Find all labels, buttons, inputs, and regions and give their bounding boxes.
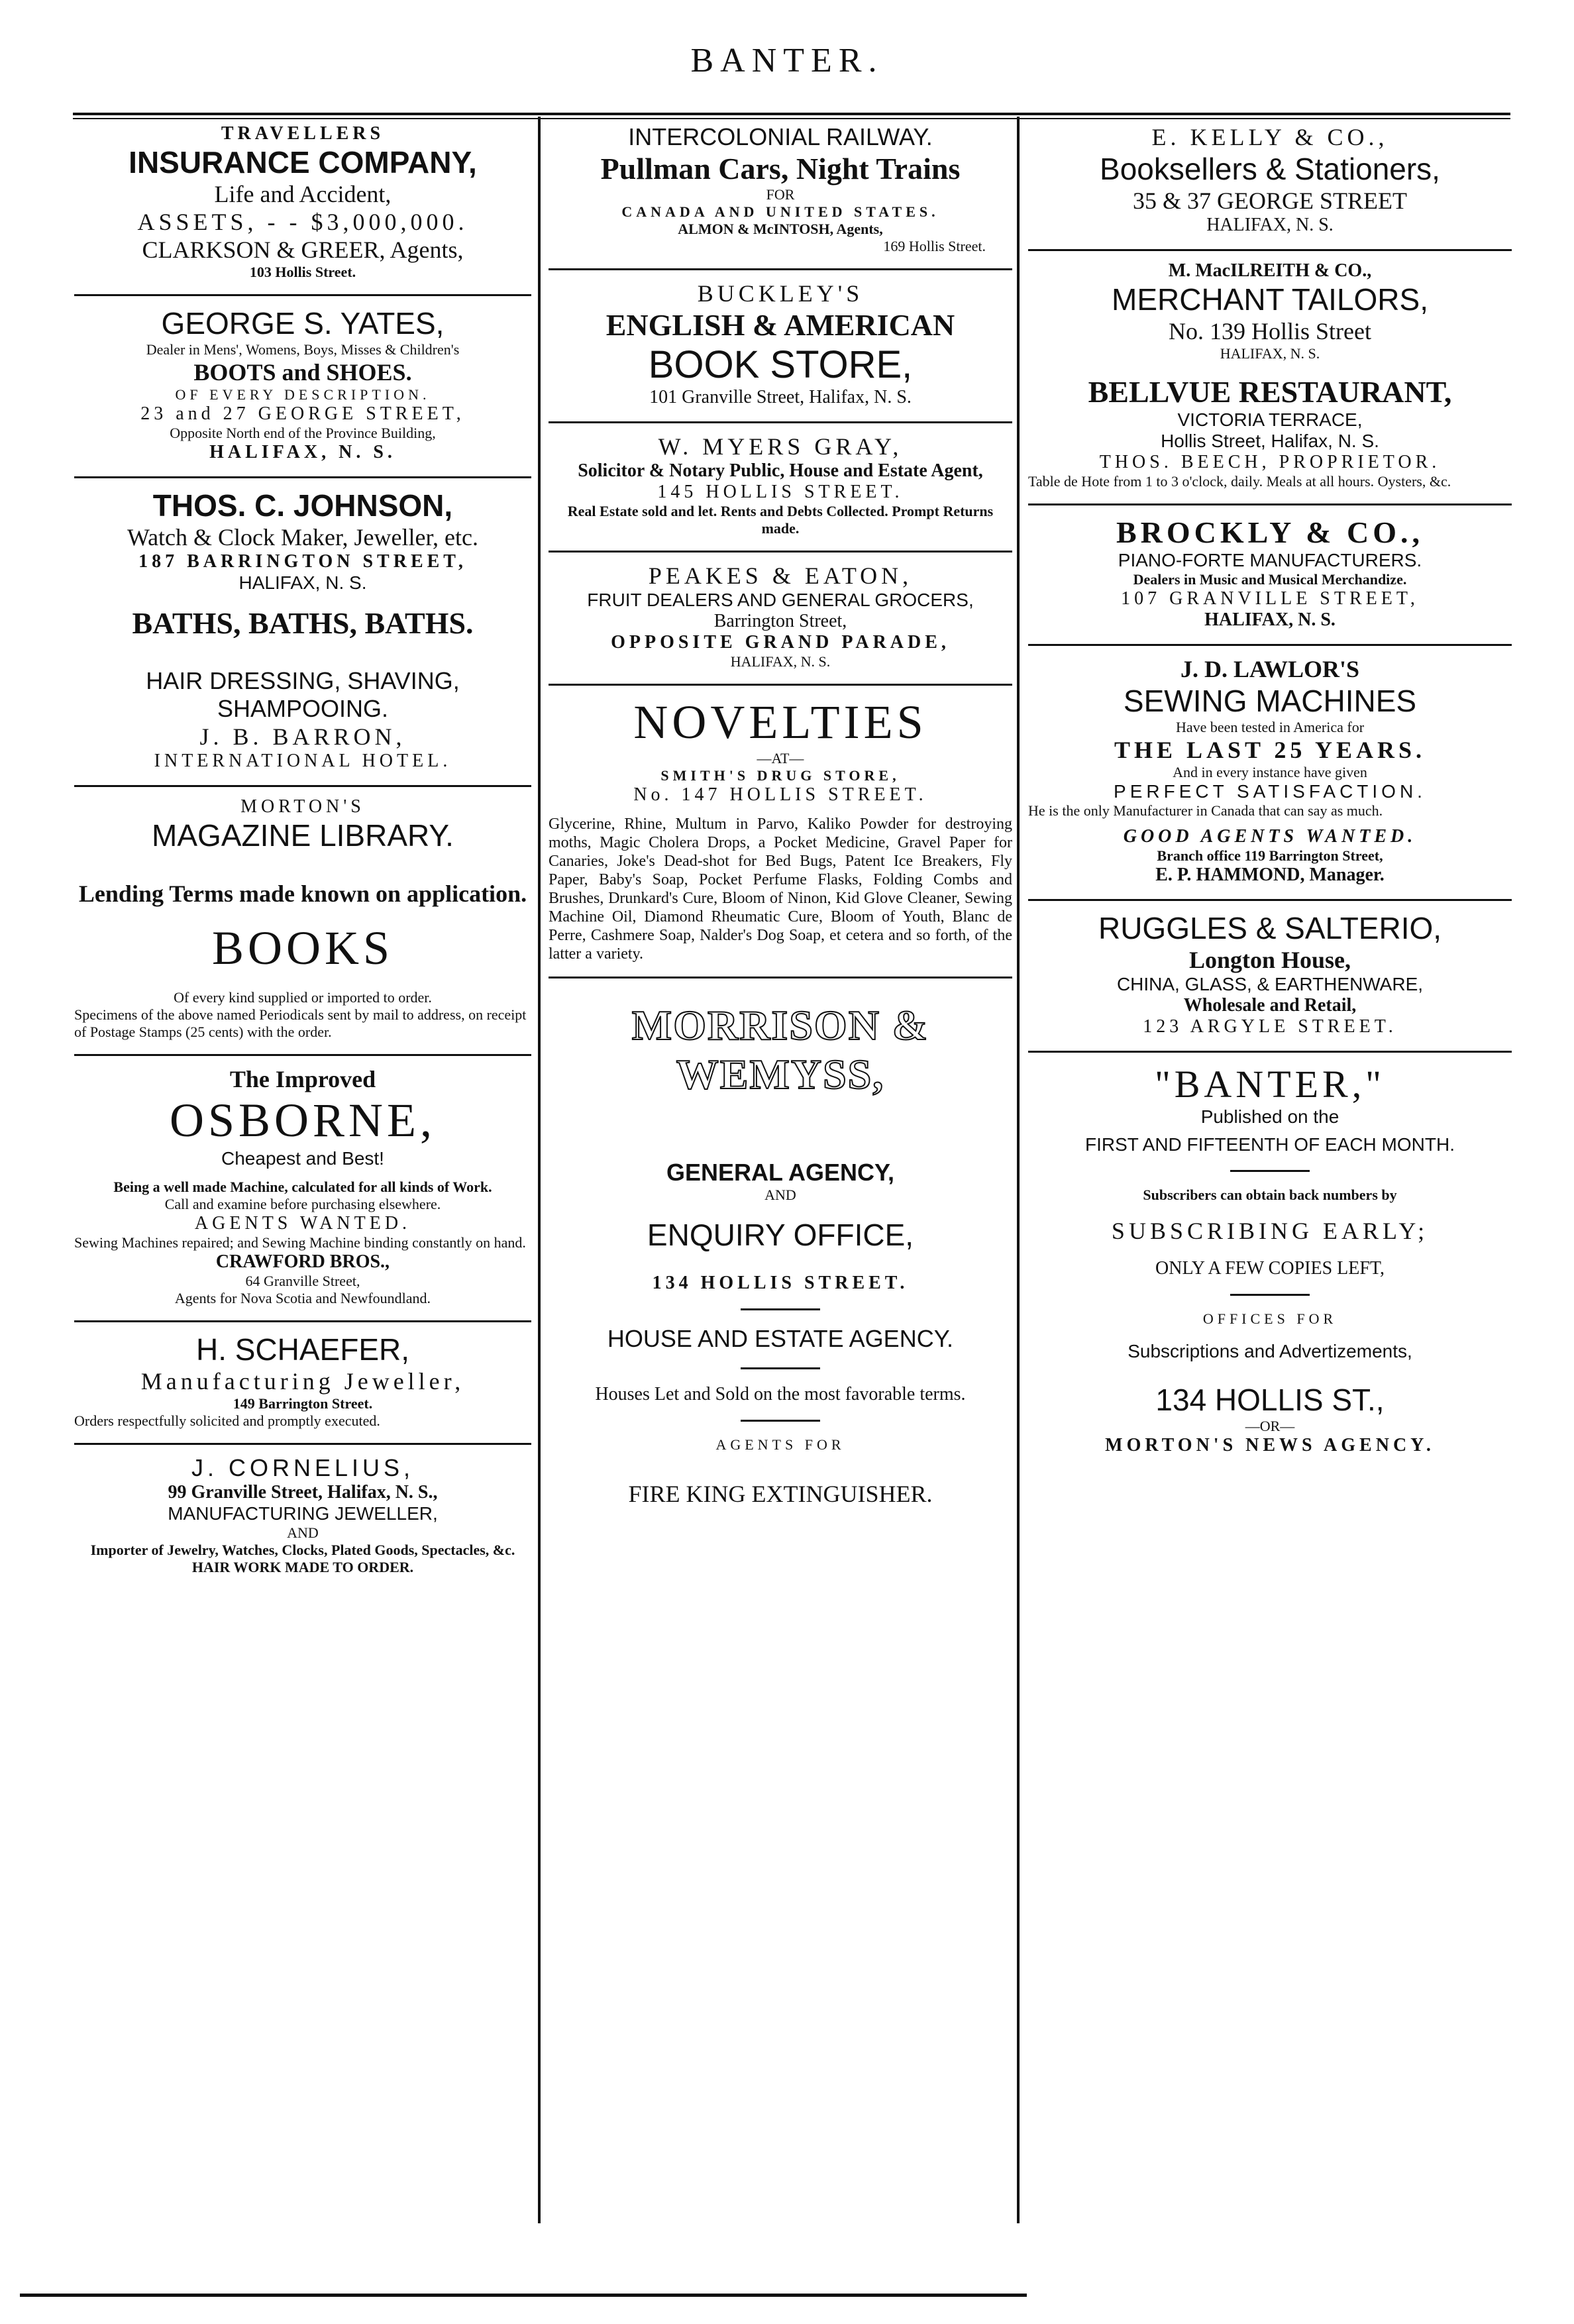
ad-divider: [549, 977, 1012, 978]
ad-macilreith: [1028, 256, 1512, 370]
ad-e-kelly: [1028, 119, 1512, 244]
ad-divider: [74, 785, 531, 787]
ad-text: Manufacturing Jeweller,: [140, 1368, 465, 1395]
ad-text: HAIR WORK MADE TO ORDER.: [191, 1559, 414, 1575]
ad-peakes-eaton: [549, 558, 1012, 678]
column-1: [74, 119, 531, 1584]
ad-schaefer: [74, 1328, 531, 1438]
ad-buckleys: [549, 276, 1012, 416]
ad-address: 101 Granville Street, Halifax, N. S.: [649, 387, 912, 407]
ad-osborne: [74, 1061, 531, 1315]
ad-address: 123 ARGYLE STREET.: [1143, 1016, 1397, 1037]
ad-text: OPPOSITE GRAND PARADE,: [611, 632, 950, 653]
ad-cornelius: [74, 1450, 531, 1584]
ad-myers-gray: [549, 429, 1012, 545]
ad-title: GENERAL AGENCY,: [666, 1159, 895, 1186]
ad-text: AGENTS FOR: [715, 1436, 845, 1453]
ad-divider-short: [1230, 1294, 1310, 1296]
ad-text: Have been tested in America for: [1175, 719, 1365, 735]
ad-title: MERCHANT TAILORS,: [1112, 282, 1428, 317]
ad-text: FOR: [766, 186, 795, 203]
ad-divider: [549, 684, 1012, 686]
ad-heading: J. D. LAWLOR'S: [1180, 656, 1360, 682]
ad-divider: [549, 421, 1012, 423]
ad-text: THE LAST 25 YEARS.: [1114, 737, 1426, 763]
ad-address: 145 HOLLIS STREET.: [657, 482, 904, 502]
ad-title: PEAKES & EATON,: [648, 562, 913, 589]
ad-address: 64 Granville Street,: [245, 1273, 360, 1289]
ad-title: INTERCOLONIAL RAILWAY.: [628, 123, 933, 150]
ad-divider: [1028, 503, 1512, 505]
ad-text: Watch & Clock Maker, Jeweller, etc.: [127, 524, 478, 551]
ad-text: THOS. BEECH, PROPRIETOR.: [1099, 452, 1441, 472]
ad-title: BELLVUE RESTAURANT,: [1088, 375, 1452, 409]
ad-thos-johnson: [74, 484, 531, 602]
ad-morton-library: [74, 792, 531, 1049]
ad-title: NOVELTIES: [633, 696, 927, 749]
ad-text: PIANO-FORTE MANUFACTURERS.: [1118, 550, 1422, 570]
ad-title: THOS. C. JOHNSON,: [152, 488, 453, 523]
ad-title: SEWING MACHINES: [1123, 684, 1417, 718]
ad-divider: [74, 1320, 531, 1322]
ad-text: Agents for Nova Scotia and Newfoundland.: [174, 1290, 431, 1306]
ad-divider: [74, 1443, 531, 1445]
ad-divider-short: [1230, 1170, 1310, 1172]
ad-banter: [1028, 1058, 1512, 1464]
ad-text: —AT—: [757, 750, 804, 766]
ad-text: Life and Accident,: [214, 181, 392, 207]
ad-address: 187 BARRINGTON STREET,: [138, 551, 467, 572]
ad-heading: The Improved: [229, 1066, 376, 1092]
ad-text: FRUIT DEALERS AND GENERAL GROCERS,: [587, 590, 974, 610]
ad-title: H. SCHAEFER,: [195, 1332, 410, 1367]
ad-text: Houses Let and Sold on the most favorable terms.: [595, 1384, 966, 1404]
ad-address: Hollis Street, Halifax, N. S.: [1161, 431, 1379, 451]
ad-text: Lending Terms made known on application.: [78, 880, 527, 907]
ad-text: Sewing Machines repaired; and Sewing Machine binding constantly on hand.: [74, 1234, 526, 1251]
ad-text: Dealer in Mens', Womens, Boys, Misses & Children's: [146, 341, 460, 358]
ad-title: GEORGE S. YATES,: [161, 306, 445, 341]
ad-ruggles-salterio: [1028, 906, 1512, 1045]
ad-address: 134 HOLLIS ST.,: [1155, 1383, 1385, 1417]
ad-text: CHINA, GLASS, & EARTHENWARE,: [1116, 974, 1424, 994]
ad-text: Importer of Jewelry, Watches, Clocks, Plated Goods, Spectacles, &c.: [90, 1542, 515, 1558]
ad-address: 103 Hollis Street.: [249, 264, 356, 280]
ad-text: HALIFAX, N. S.: [209, 442, 396, 462]
ad-text: FIRST AND FIFTEENTH OF EACH MONTH.: [1085, 1134, 1455, 1155]
ad-title: BATHS, BATHS, BATHS.: [132, 606, 474, 640]
ad-divider: [74, 476, 531, 478]
ad-text: Dealers in Music and Musical Merchandize.: [1133, 571, 1407, 588]
ad-text: Cheapest and Best!: [221, 1148, 384, 1169]
ad-brockly: [1028, 511, 1512, 639]
ad-text: PERFECT SATISFACTION.: [1114, 781, 1426, 802]
ad-heading: M. MacILREITH & CO.,: [1168, 260, 1372, 281]
ad-baths: [74, 602, 531, 780]
ad-divider-short: [741, 1367, 820, 1369]
ad-text: HALIFAX, N. S.: [730, 653, 831, 670]
ad-text: CRAWFORD BROS.,: [215, 1251, 390, 1272]
ad-title: ENQUIRY OFFICE,: [647, 1218, 914, 1252]
ad-title: OSBORNE,: [169, 1094, 437, 1147]
ad-text: AGENTS WANTED.: [194, 1213, 411, 1234]
ad-title: MORRISON & WEMYSS,: [631, 1002, 929, 1098]
ad-address: 107 GRANVILLE STREET,: [1121, 588, 1419, 609]
ad-heading: TRAVELLERS: [221, 123, 385, 144]
ad-title: BOOKS: [211, 922, 394, 975]
ad-text: CLARKSON & GREER, Agents,: [142, 237, 464, 263]
ad-address: No. 139 Hollis Street: [1169, 318, 1371, 344]
ad-title: Pullman Cars, Night Trains: [600, 152, 961, 185]
ad-text: ONLY A FEW COPIES LEFT,: [1155, 1258, 1385, 1279]
ad-divider-short: [741, 1308, 820, 1310]
ad-title: INSURANCE COMPANY,: [129, 145, 477, 180]
ad-text: Real Estate sold and let. Rents and Debts Collected. Prompt Returns made.: [567, 503, 994, 537]
ad-text: OFFICES FOR: [1202, 1310, 1338, 1327]
ad-text: Subscriptions and Advertizements,: [1128, 1341, 1412, 1361]
ad-divider: [549, 551, 1012, 553]
ad-text: Subscribers can obtain back numbers by: [1143, 1187, 1397, 1203]
ad-text: He is the only Manufacturer in Canada that can say as much.: [1028, 802, 1383, 819]
ad-text: HAIR DRESSING, SHAVING, SHAMPOOING.: [146, 667, 460, 722]
ad-text: Wholesale and Retail,: [1183, 995, 1357, 1016]
bottom-rule: [20, 2294, 1027, 2297]
ad-text: Orders respectfully solicited and promptly executed.: [74, 1412, 380, 1429]
ad-divider-short: [741, 1420, 820, 1422]
ad-divider: [74, 294, 531, 296]
ad-text: Being a well made Machine, calculated for all kinds of Work.: [113, 1179, 492, 1195]
ad-text: SMITH'S DRUG STORE,: [660, 767, 900, 784]
ad-george-yates: [74, 301, 531, 471]
ad-text: GOOD AGENTS WANTED.: [1123, 826, 1417, 847]
ad-title: BROCKLY & CO.,: [1116, 515, 1424, 549]
ad-intercolonial-railway: [549, 119, 1012, 263]
column-2: [549, 119, 1012, 1516]
ad-text: OF EVERY DESCRIPTION.: [175, 386, 431, 403]
ad-address: Branch office 119 Barrington Street,: [1157, 847, 1383, 864]
ad-text: Longton House,: [1188, 947, 1351, 973]
ad-address: 134 HOLLIS STREET.: [652, 1273, 909, 1293]
ad-text: HALIFAX, N. S.: [1206, 215, 1334, 235]
ad-text: HALIFAX, N. S.: [1204, 609, 1336, 630]
ad-travellers-insurance: [74, 119, 531, 289]
ad-text: Of every kind supplied or imported to order.: [174, 989, 432, 1006]
ad-title: J. CORNELIUS,: [191, 1454, 415, 1481]
ad-text: MANUFACTURING JEWELLER,: [168, 1503, 438, 1524]
ad-text: CANADA AND UNITED STATES.: [621, 203, 939, 220]
column-3: [1028, 119, 1512, 1464]
ad-text: VICTORIA TERRACE,: [1177, 409, 1363, 430]
ad-text: AND: [287, 1524, 319, 1541]
ad-address: Barrington Street,: [713, 611, 847, 631]
column-divider-left: [538, 117, 541, 2223]
ad-heading: MORTON'S: [240, 796, 365, 817]
ad-title: E. KELLY & CO.,: [1151, 124, 1389, 150]
ad-divider: [1028, 249, 1512, 251]
ad-text: ASSETS, - - $3,000,000.: [137, 209, 468, 235]
ad-text: Solicitor & Notary Public, House and Estate Agent,: [578, 460, 983, 481]
ad-text: Published on the: [1200, 1106, 1339, 1127]
ad-text: AND: [764, 1187, 796, 1203]
ad-text: —OR—: [1245, 1418, 1295, 1434]
ad-divider: [1028, 899, 1512, 901]
ad-text: Call and examine before purchasing elsewhere.: [164, 1196, 441, 1212]
ad-address: No. 147 HOLLIS STREET.: [633, 784, 927, 805]
ad-title: MAGAZINE LIBRARY.: [152, 818, 454, 853]
ad-lawlor: [1028, 651, 1512, 894]
ad-text: HALIFAX, N. S.: [238, 572, 367, 593]
top-rule: [73, 113, 1510, 115]
column-divider-right: [1017, 117, 1020, 2223]
ad-title: RUGGLES & SALTERIO,: [1098, 911, 1442, 945]
ad-text: MORTON'S NEWS AGENCY.: [1105, 1435, 1435, 1455]
ad-text: ALMON & McINTOSH, Agents,: [678, 221, 883, 237]
ad-divider: [549, 268, 1012, 270]
ad-text: Opposite North end of the Province Building,: [170, 425, 436, 441]
ad-heading: BUCKLEY'S: [697, 280, 864, 307]
ad-title: BOOK STORE,: [648, 343, 913, 386]
page-title: BANTER.: [690, 42, 884, 79]
ad-title: "BANTER,": [1155, 1063, 1385, 1106]
ad-bellvue: [1028, 370, 1512, 498]
ad-text: SUBSCRIBING EARLY;: [1111, 1218, 1429, 1244]
ad-text: INTERNATIONAL HOTEL.: [154, 751, 452, 771]
ad-address: 169 Hollis Street.: [883, 238, 986, 254]
ad-divider: [1028, 644, 1512, 646]
ad-text: Table de Hote from 1 to 3 o'clock, daily. Meals at all hours. Oysters, &c.: [1028, 473, 1451, 490]
ad-title: Booksellers & Stationers,: [1100, 152, 1440, 186]
ad-title: W. MYERS GRAY,: [658, 433, 903, 460]
ad-novelties: [549, 691, 1012, 971]
ad-body: Glycerine, Rhine, Multum in Parvo, Kaliko Powder for destroying moths, Magic Cholera Drops, a Pocket Medicine, Gravel Paper for Canaries, Joke's Dead-shot for Bed Bugs, Patent Ice Breakers, Fly Paper, Baby's Soap, Pocket Perfume Flasks, Folding Combs and Brushes, Drunkard's Cure, Bloom of Ninon, Kid Glove Cleaner, Sewing Machine Oil, Diamond Rheumatic Cure, Bloom of Youth, Blanc de Perre, Cashmere Soap, Nalder's Dog Soap, et cetera and so forth, of the latter a variety.: [549, 816, 1012, 963]
ad-title: HOUSE AND ESTATE AGENCY.: [607, 1325, 954, 1352]
ad-text: FIRE KING EXTINGUISHER.: [628, 1481, 933, 1507]
ad-address: 149 Barrington Street.: [233, 1395, 373, 1412]
ad-text: J. B. BARRON,: [199, 723, 406, 750]
ad-morrison-wemyss: [549, 984, 1012, 1516]
ad-divider: [1028, 1051, 1512, 1053]
ad-text: BOOTS and SHOES.: [193, 359, 412, 386]
ad-divider: [74, 1054, 531, 1056]
ad-address: 35 & 37 GEORGE STREET: [1133, 187, 1407, 214]
ad-address: 23 and 27 GEORGE STREET,: [140, 403, 465, 424]
ad-text: And in every instance have given: [1173, 764, 1367, 780]
ad-text: Specimens of the above named Periodicals sent by mail to address, on receipt of Postage Stamps (25 cents) with the order.: [74, 1006, 527, 1040]
ad-title: ENGLISH & AMERICAN: [605, 308, 955, 342]
ad-text: HALIFAX, N. S.: [1220, 345, 1320, 362]
ad-text: E. P. HAMMOND, Manager.: [1155, 865, 1385, 885]
ad-address: 99 Granville Street, Halifax, N. S.,: [168, 1482, 438, 1503]
